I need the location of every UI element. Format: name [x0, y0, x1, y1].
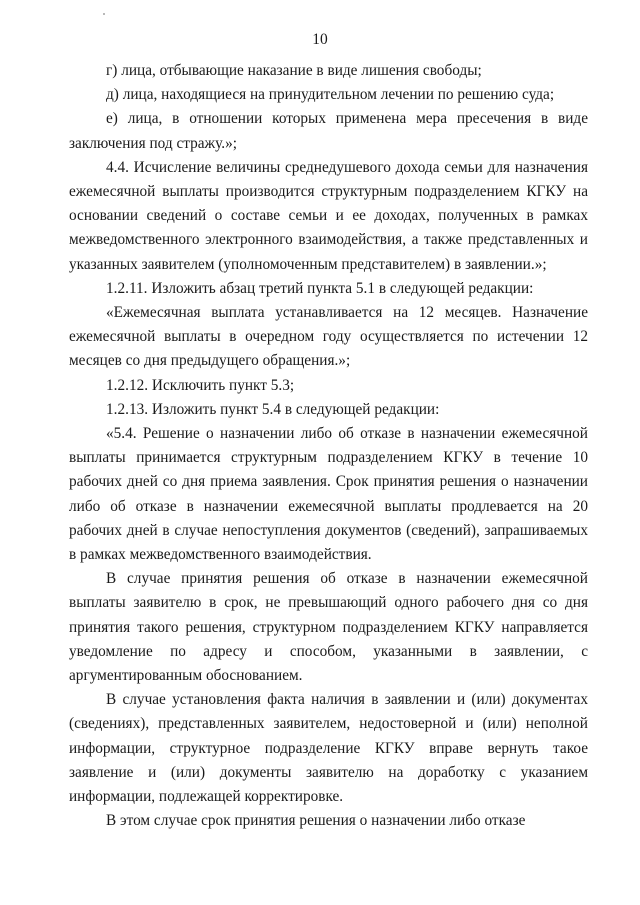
scan-speck — [103, 13, 105, 15]
paragraph-item-d: д) лица, находящиеся на принудительном лечении по решению суда; — [106, 86, 555, 104]
document-body — [69, 59, 588, 834]
paragraph-1-2-13: 1.2.13. Изложить пункт 5.4 в следующей редакции: — [106, 400, 440, 418]
paragraph-item-e: е) лица, в отношении которых применена мера пресечения в виде заключения под стражу.»; — [69, 110, 588, 152]
paragraph-quote-5-1: «Ежемесячная выплата устанавливается на 12 месяцев. Назначение ежемесячной выплаты в очередном году осуществляется по истечении 12 месяцев со дня предыдущего обращения.»; — [69, 304, 588, 370]
paragraph-item-g: г) лица, отбывающие наказание в виде лишения свободы; — [106, 62, 482, 79]
paragraph-refusal-notice: В случае принятия решения об отказе в назначении ежемесячной выплаты заявителю в срок, не превышающий одного рабочего дня со дня принятия такого решения, структурном подразделением КГКУ направляется уведомление по адресу и способом, указанными в заявлении, с аргументированным обоснованием. — [69, 570, 588, 685]
paragraph-term-continuation: В этом случае срок принятия решения о назначении либо отказе — [106, 812, 526, 830]
paragraph-1-2-11: 1.2.11. Изложить абзац третий пункта 5.1 в следующей редакции: — [106, 279, 534, 297]
paragraph-1-2-12: 1.2.12. Исключить пункт 5.3; — [106, 376, 295, 394]
paragraph-return-documents: В случае установления факта наличия в заявлении и (или) документах (сведениях), представленных заявителем, недостоверной и (или) неполной информации, структурное подразделение КГКУ вправе вернуть такое заявление и (или) документы заявителю на доработку с указанием информации, подлежащей корректировке. — [69, 691, 588, 806]
page-number: 10 — [312, 31, 328, 48]
paragraph-5-4: «5.4. Решение о назначении либо об отказе в назначении ежемесячной выплаты принимается структурным подразделением КГКУ в течение 10 рабочих дней со дня приема заявления. Срок принятия решения о назначении либо об отказе в назначении ежемесячной выплаты продлевается на 20 рабочих дней в случае непоступления документов (сведений), запрашиваемых в рамках межведомственного взаимодействия. — [69, 425, 588, 564]
paragraph-4-4: 4.4. Исчисление величины среднедушевого дохода семьи для назначения ежемесячной выплаты производится структурным подразделением КГКУ на основании сведений о составе семьи и ее доходах, полученных в рамках межведомственного электронного взаимодействия, а также представленных и указанных заявителем (уполномоченным представителем) в заявлении.»; — [69, 158, 588, 273]
